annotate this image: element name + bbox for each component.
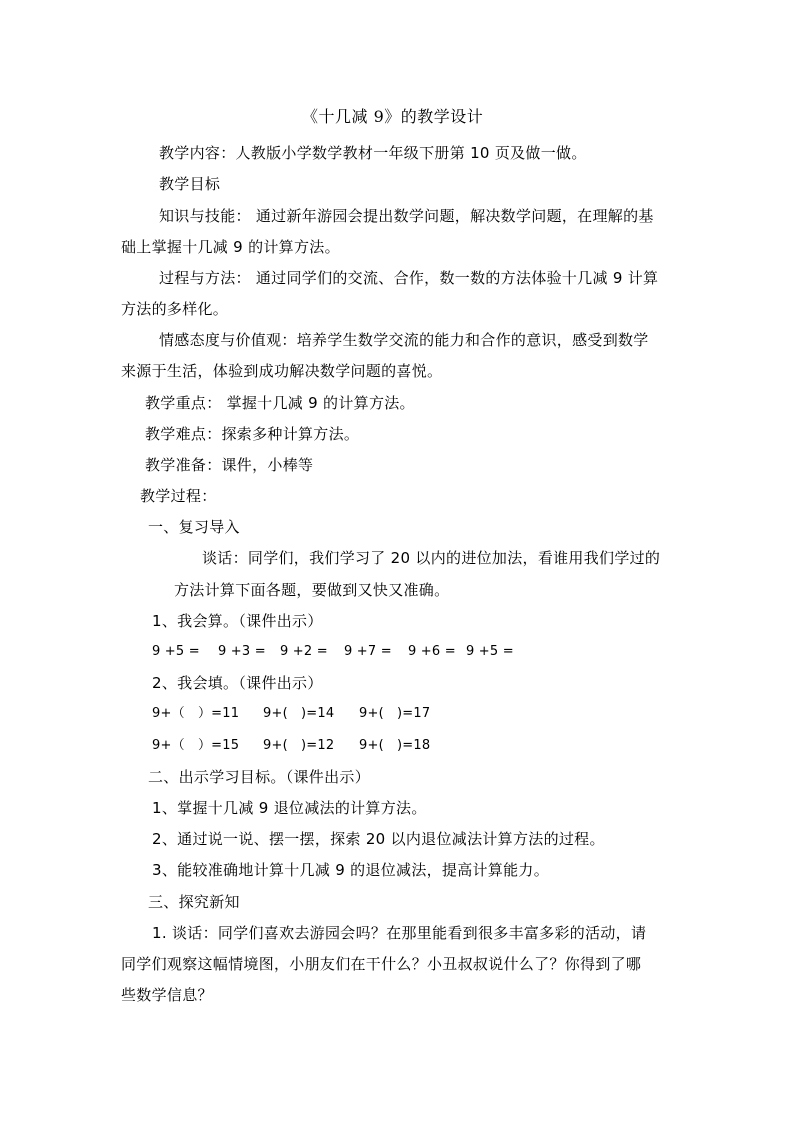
emotion-line-2: 来源于生活，体验到成功解决数学问题的喜悦。 — [121, 362, 443, 380]
fill-item: 9+（ ）=15 — [152, 738, 240, 753]
task-2-row-1 — [152, 704, 452, 724]
objectives-heading: 教学目标 — [159, 175, 221, 193]
talk-line-1: 谈话：同学们，我们学习了 20 以内的进位加法，看谁用我们学过的 — [202, 549, 661, 567]
preparation: 教学准备：课件，小棒等 — [145, 456, 314, 474]
emotion-line-1: 情感态度与价值观：培养学生数学交流的能力和合作的意识，感受到数学 — [159, 331, 649, 349]
exercise-item: 9 +5 = — [466, 644, 514, 659]
goal-3: 3、能较准确地计算十几减 9 的退位减法，提高计算能力。 — [152, 861, 550, 879]
exercise-item: 9 +7 = — [344, 644, 392, 659]
process-line-2: 方法的多样化。 — [121, 300, 229, 318]
talk-line-2: 方法计算下面各题，要做到又快又准确。 — [174, 581, 450, 599]
exercise-item: 9 +2 = — [280, 644, 328, 659]
fill-item: 9+( )=17 — [359, 706, 431, 721]
exercise-item: 9 +5 = — [152, 644, 200, 659]
goal-2: 2、通过说一说、摆一摆，探索 20 以内退位减法计算方法的过程。 — [152, 830, 605, 848]
task-2-heading: 2、我会填。（课件出示） — [152, 674, 323, 692]
task-1-exercises — [152, 642, 532, 662]
exercise-item: 9 +6 = — [408, 644, 456, 659]
explore-line-1: 1. 谈话：同学们喜欢去游园会吗？在那里能看到很多丰富多彩的活动，请 — [152, 924, 647, 942]
task-1-heading: 1、我会算。（课件出示） — [152, 612, 323, 630]
process-heading: 教学过程： — [140, 487, 217, 505]
fill-item: 9+( )=18 — [359, 738, 431, 753]
document-title: 《十几减 9》的教学设计 — [302, 107, 484, 126]
knowledge-line-1: 知识与技能： 通过新年游园会提出数学问题，解决数学问题，在理解的基 — [159, 207, 654, 225]
fill-item: 9+（ ）=11 — [152, 706, 240, 721]
content-line: 教学内容：人教版小学数学教材一年级下册第 10 页及做一做。 — [159, 144, 587, 162]
key-point: 教学重点： 掌握十几减 9 的计算方法。 — [145, 394, 415, 412]
process-line-1: 过程与方法： 通过同学们的交流、合作，数一数的方法体验十几减 9 计算 — [159, 269, 659, 287]
goal-1: 1、掌握十几减 9 退位减法的计算方法。 — [152, 799, 427, 817]
exercise-item: 9 +3 = — [218, 644, 266, 659]
fill-item: 9+( )=12 — [263, 738, 335, 753]
section-1-heading: 一、复习导入 — [148, 518, 240, 536]
explore-line-2: 同学们观察这幅情境图，小朋友们在干什么？小丑叔叔说什么了？你得到了哪 — [121, 955, 642, 973]
difficulty: 教学难点：探索多种计算方法。 — [145, 425, 360, 443]
task-2-row-2 — [152, 736, 452, 756]
explore-line-3: 些数学信息？ — [121, 986, 213, 1004]
section-2-heading: 二、出示学习目标。（课件出示） — [148, 768, 371, 786]
fill-item: 9+( )=14 — [263, 706, 335, 721]
section-3-heading: 三、探究新知 — [148, 893, 240, 911]
knowledge-line-2: 础上掌握十几减 9 的计算方法。 — [121, 238, 340, 256]
